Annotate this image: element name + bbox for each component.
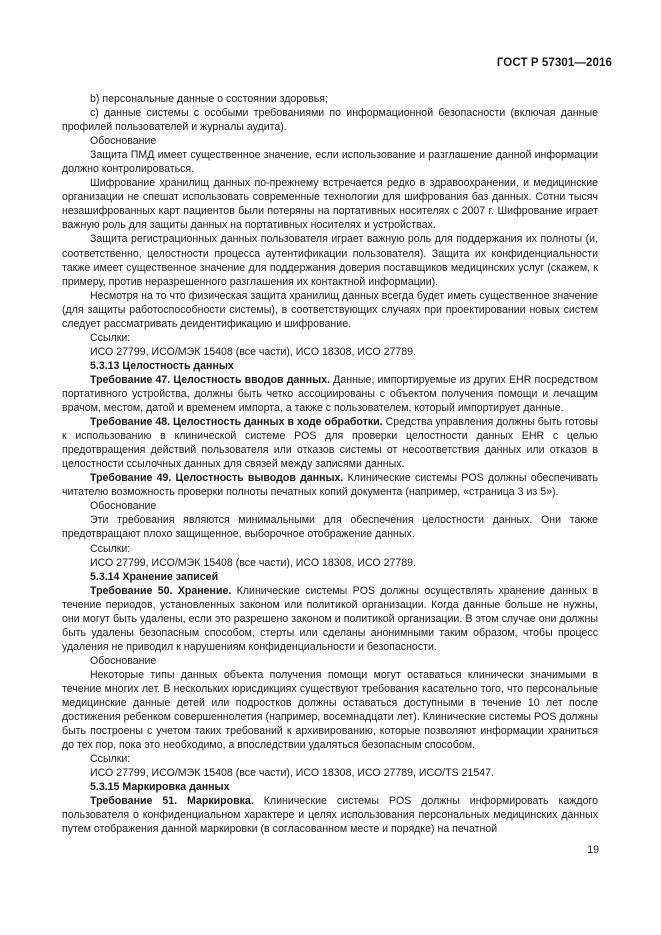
references-list: ИСО 27799, ИСО/МЭК 15408 (все части), ИСО 18308, ИСО 27789. bbox=[90, 556, 416, 569]
references-list: ИСО 27799, ИСО/МЭК 15408 (все части), ИСО 18308, ИСО 27789, ИСО/TS 21547. bbox=[90, 767, 495, 780]
requirement-51: Требование 51. Маркировка. Клинические системы POS должны информировать каждого пользователя о конфиденциальном характере и целях использования персональных медицинских данных путем отображения данной маркировки (в согласованном месте и порядке) на печатной bbox=[62, 795, 598, 836]
references-list: ИСО 27799, ИСО/МЭК 15408 (все части), ИСО 18308, ИСО 27789. bbox=[90, 345, 416, 358]
references-label: Ссылки: bbox=[90, 542, 131, 555]
references-label: Ссылки: bbox=[90, 753, 131, 766]
paragraph: Несмотря на то что физическая защита хранилищ данных всегда будет иметь существенное значение (для защиты работоспособности системы), в соответствующих случаях при проектировании новых систем следует рассматривать деидентификацию и шифрование. bbox=[62, 289, 598, 330]
references-label: Ссылки: bbox=[90, 331, 131, 344]
page-header-standard: ГОСТ Р 57301—2016 bbox=[496, 57, 612, 69]
paragraph: Защита ПМД имеет существенное значение, если использование и разглашение данной информации должно контролироваться. bbox=[62, 149, 598, 176]
rationale-heading: Обоснование bbox=[90, 500, 157, 513]
section-heading-5-3-13: 5.3.13 Целостность данных bbox=[90, 359, 234, 372]
list-item-c: c) данные системы с особыми требованиями по информационной безопасности (включая данные профилей пользователей и журналы аудита). bbox=[62, 107, 598, 134]
list-item-b: b) персональные данные о состоянии здоровья; bbox=[90, 93, 328, 105]
page-number: 19 bbox=[587, 844, 599, 856]
requirement-50: Требование 50. Хранение. Клинические системы POS должны осуществлять хранение данных в течение периодов, установленных законом или политикой организации. Когда данные больше не нужны, они могут быть удалены, если это разрешено законом и политикой организации. В этом случае они должны быть удалены безопасным способом, стерты или сделаны анонимными таким образом, чтобы процесс удаления не приводил к нарушениям конфиденциальности и безопасности. bbox=[62, 584, 599, 653]
section-heading-5-3-14: 5.3.14 Хранение записей bbox=[90, 570, 219, 583]
paragraph: Эти требования являются минимальными для обеспечения целостности данных. Они также предотвращают плохо защищенное, выборочное отображение данных. bbox=[62, 514, 598, 541]
requirement-49: Требование 49. Целостность выводов данных. Клинические системы POS должны обеспечивать читателю возможность проверки полноты печатных копий документа (например, «страница 3 из 5»). bbox=[62, 472, 598, 499]
document-body bbox=[62, 92, 598, 836]
rationale-heading: Обоснование bbox=[90, 135, 157, 148]
paragraph: Шифрование хранилищ данных по-прежнему встречается редко в здравоохранении, и медицинские организации не спешат использовать современные технологии для шифрования баз данных. Сотни тысяч незашифрованных карт пациентов были потеряны на портативных носителях с 2007 г. Шифрование играет важную роль для защиты данных на портативных носителях и устройствах. bbox=[62, 177, 598, 232]
rationale-heading: Обоснование bbox=[90, 654, 157, 667]
section-heading-5-3-15: 5.3.15 Маркировка данных bbox=[90, 781, 230, 794]
requirement-47: Требование 47. Целостность вводов данных. Данные, импортируемые из других EHR посредством портативного устройства, должны быть четко ассоциированы с объектом получения помощи и лечащим врачом, местом, датой и временем импорта, а также с пользователем, который импортирует данные. bbox=[62, 373, 598, 415]
paragraph: Защита регистрационных данных пользователя играет важную роль для поддержания их полноты (и, соответственно, целостности процесса аутентификации пользователя). Защита их конфиденциальности также имеет существенное значение для поддержания доверия поставщиков медицинских услуг (скажем, к примеру, против неразрешенного разглашения их контактной информации). bbox=[62, 233, 598, 288]
paragraph: Некоторые типы данных объекта получения помощи могут оставаться клинически значимыми в течение многих лет. В нескольких юрисдикциях существуют требования касательно того, что персональные медицинские данные детей или подростков должны оставаться доступными в течение 10 лет после достижения ребенком совершеннолетия (например, восемнадцати лет). Клинические системы POS должны быть построены с учетом таких требований к архивированию, которые позволяют информации храниться до тех пор, пока это необходимо, а впоследствии удаляться безопасным способом. bbox=[62, 668, 598, 752]
requirement-48: Требование 48. Целостность данных в ходе обработки. Средства управления должны быть готовы к использованию в клинической системе POS для проверки целостности данных EHR с целью предотвращения действий пользователя или отказов системы от несоответствия данных или отказов в целостности ссылочных данных для связей между записями данных. bbox=[62, 416, 598, 471]
